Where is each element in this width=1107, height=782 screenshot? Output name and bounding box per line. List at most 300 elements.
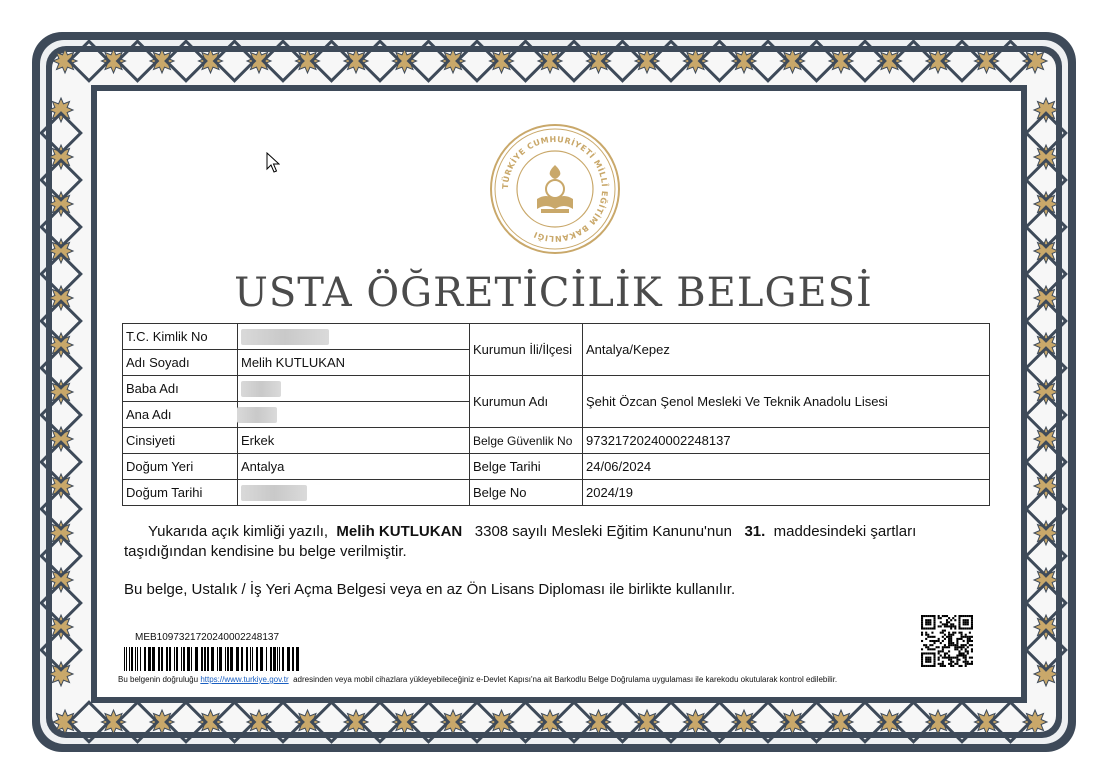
barcode-bar [236,647,239,671]
qr-module [965,665,967,667]
qr-module [931,665,933,667]
qr-module [929,652,931,654]
qr-module [950,625,952,627]
qr-module [933,659,935,661]
qr-module [942,648,944,650]
statement-pre: Yukarıda açık kimliği yazılı, [148,523,329,540]
qr-module [936,646,938,648]
inst-city-value: Antalya/Kepez [583,324,990,376]
qr-module [944,657,946,659]
qr-module [965,619,967,621]
qr-module [942,640,944,642]
qr-module [938,615,940,617]
qr-module [927,615,929,617]
gold-star-ornament [150,49,174,73]
qr-module [965,627,967,629]
qr-module [961,636,963,638]
gold-star-ornament [49,380,73,404]
gold-star-ornament [199,49,223,73]
qr-module [963,619,965,621]
gold-star-ornament [878,710,902,734]
barcode-bar [148,647,151,671]
qr-module [942,657,944,659]
qr-module [950,619,952,621]
qr-module [921,615,923,617]
barcode-bar [266,647,267,671]
qr-module [954,619,956,621]
qr-module [969,632,971,634]
qr-module [948,634,950,636]
qr-module [948,650,950,652]
qr-module [963,652,965,654]
qr-module [971,640,973,642]
qr-module [969,663,971,665]
gold-star-ornament [1034,333,1058,357]
gold-star-ornament [53,710,77,734]
gold-star-ornament [296,710,320,734]
qr-module [967,636,969,638]
gold-star-ornament [441,710,465,734]
qr-module [946,657,948,659]
gold-star-ornament [150,710,174,734]
barcode-bar [124,647,125,671]
qr-module [958,655,960,657]
gold-star-ornament [49,615,73,639]
qr-module [963,644,965,646]
qr-module [950,638,952,640]
qr-module [923,644,925,646]
qr-module [958,615,960,617]
qr-module [938,652,940,654]
qr-module [940,655,942,657]
gold-star-ornament [1034,662,1058,686]
gold-star-ornament [344,49,368,73]
usage-note: Bu belge, Ustalık / İş Yeri Açma Belgesi veya en az Ön Lisans Diploması ile birlikte kullanılır. [124,581,736,598]
qr-module [938,657,940,659]
qr-module [940,621,942,623]
qr-module [952,623,954,625]
qr-module [961,638,963,640]
barcode-bar [187,647,190,671]
qr-module [940,625,942,627]
qr-module [967,640,969,642]
footnote-pre: Bu belgenin doğruluğu [118,675,199,684]
qr-module [929,623,931,625]
barcode-bar [260,647,263,671]
qr-module [963,621,965,623]
statement-post: maddesindeki şartları [773,523,917,540]
qr-module [921,640,923,642]
qr-module [925,659,927,661]
qr-module [967,638,969,640]
gold-star-ornament [926,710,950,734]
qr-module [963,657,965,659]
qr-module [931,644,933,646]
table-row [123,428,990,454]
qr-module [965,615,967,617]
gender-value: Erkek [238,428,470,454]
qr-module [958,627,960,629]
qr-module [925,661,927,663]
qr-module [948,621,950,623]
qr-module [938,640,940,642]
qr-module [965,659,967,661]
qr-module [956,663,958,665]
turkiye-gov-link[interactable]: https://www.turkiye.gov.tr [200,675,289,684]
qr-module [958,619,960,621]
barcode-bar [131,647,133,671]
qr-module [944,634,946,636]
qr-module [969,638,971,640]
gold-star-ornament [49,427,73,451]
barcode-bar [230,647,233,671]
qr-module [952,632,954,634]
qr-module [946,615,948,617]
gold-star-ornament [247,49,271,73]
qr-module [942,650,944,652]
qr-module [929,619,931,621]
qr-module [946,652,948,654]
gold-star-ornament [1023,49,1047,73]
barcode-bar [207,647,209,671]
qr-module [931,632,933,634]
qr-module [925,652,927,654]
qr-module [927,665,929,667]
name-value: Melih KUTLUKAN [238,350,470,376]
qr-module [958,623,960,625]
statement-name: Melih KUTLUKAN [336,523,463,540]
qr-module [948,644,950,646]
qr-module [952,644,954,646]
qr-module [925,665,927,667]
inst-city-label: Kurumun İli/İlçesi [470,324,583,376]
gold-star-ornament [49,474,73,498]
qr-module [927,648,929,650]
statement-article: 31. [744,523,766,540]
barcode-bar [144,647,146,671]
qr-module [933,642,935,644]
qr-module [967,621,969,623]
date-label: Belge Tarihi [470,454,583,480]
statement-line2: taşıdığından kendisine bu belge verilmiştir. [124,543,407,560]
barcode-bar [256,647,258,671]
qr-module [933,619,935,621]
qr-module [948,640,950,642]
qr-module [944,638,946,640]
qr-module [961,627,963,629]
qr-module [931,652,933,654]
gold-star-ornament [781,710,805,734]
barcode [124,647,302,671]
verification-footnote [118,675,837,684]
gold-star-ornament [1034,474,1058,498]
qr-module [950,661,952,663]
qr-module [963,636,965,638]
qr-module [948,659,950,661]
qr-module [967,646,969,648]
qr-module [965,663,967,665]
qr-module [925,632,927,634]
qr-module [967,650,969,652]
gold-star-ornament [684,710,708,734]
qr-module [940,642,942,644]
father-value-redacted [238,376,470,402]
barcode-bar [183,647,185,671]
qr-module [969,627,971,629]
gold-star-ornament [490,49,514,73]
qr-module [944,652,946,654]
qr-module [925,644,927,646]
gold-star-ornament [732,49,756,73]
qr-module [936,640,938,642]
gold-star-ornament [344,710,368,734]
qr-module [946,623,948,625]
qr-module [963,661,965,663]
qr-module [921,619,923,621]
mother-value-redacted [238,402,470,428]
qr-module [952,665,954,667]
birthplace-value: Antalya [238,454,470,480]
qr-module [954,646,956,648]
gold-star-ornament [732,710,756,734]
qr-module [958,665,960,667]
qr-module [956,642,958,644]
name-label: Adı Soyadı [123,350,238,376]
date-value: 24/06/2024 [583,454,990,480]
qr-module [967,642,969,644]
qr-module [963,655,965,657]
qr-module [948,632,950,634]
qr-module [925,646,927,648]
qr-module [923,627,925,629]
qr-module [950,640,952,642]
qr-module [956,638,958,640]
qr-module [958,638,960,640]
gold-star-ornament [975,710,999,734]
qr-module [929,621,931,623]
qr-module [969,615,971,617]
gold-star-ornament [102,710,126,734]
qr-module [940,632,942,634]
barcode-bar [161,647,163,671]
barcode-bar [292,647,294,671]
qr-module [925,627,927,629]
qr-module [940,650,942,652]
qr-module [927,634,929,636]
qr-module [929,615,931,617]
document-title: USTA ÖĞRETİCİLİK BELGESİ [234,270,873,316]
qr-module [961,615,963,617]
qr-module [944,646,946,648]
security-value: 97321720240002248137 [583,428,990,454]
qr-module [921,661,923,663]
qr-module [954,644,956,646]
qr-module [961,648,963,650]
gold-star-ornament [393,49,417,73]
qr-module [946,646,948,648]
qr-module [938,663,940,665]
qr-module [946,621,948,623]
qr-module [958,625,960,627]
qr-module [971,644,973,646]
certificate-statement [124,522,984,562]
qr-module [971,623,973,625]
qr-module [967,627,969,629]
gold-star-ornament [296,49,320,73]
qr-module [958,646,960,648]
qr-module [950,623,952,625]
qr-module [931,648,933,650]
gold-star-ornament [1034,427,1058,451]
qr-module [925,657,927,659]
gold-star-ornament [490,710,514,734]
qr-module [971,661,973,663]
qr-module [942,615,944,617]
qr-module [933,652,935,654]
barcode-bar [287,647,290,671]
gold-star-ornament [199,710,223,734]
qr-module [933,617,935,619]
qr-module [927,619,929,621]
qr-module [965,648,967,650]
gold-star-ornament [393,710,417,734]
barcode-bar [174,647,175,671]
qr-module [948,657,950,659]
qr-module [938,650,940,652]
qr-module [961,644,963,646]
qr-module [938,617,940,619]
qr-module [929,640,931,642]
inst-name-label: Kurumun Adı [470,376,583,428]
qr-module [965,634,967,636]
qr-module [950,665,952,667]
gold-star-ornament [49,662,73,686]
qr-module [961,655,963,657]
qr-module [933,655,935,657]
qr-module [938,646,940,648]
barcode-bar [191,647,192,671]
qr-module [965,621,967,623]
barcode-bar [195,647,198,671]
qr-module [933,665,935,667]
qr-module [963,646,965,648]
qr-module [956,655,958,657]
qr-module [942,632,944,634]
qr-module [933,615,935,617]
qr-module [948,642,950,644]
barcode-bar [277,647,278,671]
qr-module [950,644,952,646]
barcode-bar [135,647,136,671]
qr-module [929,661,931,663]
birthdate-value-redacted [238,480,470,506]
qr-module [925,638,927,640]
gold-star-ornament [635,710,659,734]
qr-module [921,657,923,659]
qr-module [933,636,935,638]
qr-module [942,636,944,638]
qr-module [971,650,973,652]
qr-module [963,615,965,617]
qr-module [946,625,948,627]
qr-code [921,615,973,667]
gold-star-ornament [49,333,73,357]
svg-text:TÜRKİYE CUMHURİYETİ MİLLÎ EĞİT: TÜRKİYE CUMHURİYETİ MİLLÎ EĞİTİM BAKANLIĞI [500,134,610,244]
barcode-bar [227,647,229,671]
barcode-bar [169,647,171,671]
qr-module [958,621,960,623]
qr-module [948,663,950,665]
qr-module [929,657,931,659]
gold-star-ornament [1023,710,1047,734]
gold-star-ornament [587,49,611,73]
qr-module [971,627,973,629]
barcode-bar [252,647,253,671]
qr-module [925,634,927,636]
qr-module [961,646,963,648]
qr-module [929,644,931,646]
qr-module [971,663,973,665]
qr-module [944,623,946,625]
qr-module [954,657,956,659]
ministry-seal-logo [489,123,621,255]
qr-module [940,617,942,619]
qr-module [967,619,969,621]
qr-module [948,638,950,640]
barcode-bar [219,647,222,671]
qr-module [950,627,952,629]
qr-module [944,630,946,632]
qr-module [963,640,965,642]
gold-star-ornament [684,49,708,73]
qr-module [942,661,944,663]
barcode-bar [181,647,182,671]
qr-module [931,627,933,629]
gold-star-ornament [1034,568,1058,592]
gold-star-ornament [1034,98,1058,122]
qr-module [933,657,935,659]
qr-module [965,655,967,657]
qr-module [952,617,954,619]
gold-star-ornament [878,49,902,73]
qr-module [971,619,973,621]
qr-module [952,625,954,627]
qr-module [921,648,923,650]
qr-module [967,615,969,617]
qr-module [921,652,923,654]
qr-module [965,650,967,652]
qr-module [952,634,954,636]
qr-module [940,665,942,667]
qr-module [950,657,952,659]
barcode-bar [279,647,280,671]
qr-module [921,621,923,623]
certificate-info-table [122,323,990,506]
qr-module [969,640,971,642]
qr-module [948,646,950,648]
gold-star-ornament [49,98,73,122]
qr-module [950,663,952,665]
qr-module [948,617,950,619]
qr-module [958,652,960,654]
qr-module [927,636,929,638]
mouse-cursor-icon [266,152,280,174]
qr-module [965,661,967,663]
qr-module [942,646,944,648]
barcode-bar [201,647,203,671]
qr-module [969,644,971,646]
qr-module [938,638,940,640]
